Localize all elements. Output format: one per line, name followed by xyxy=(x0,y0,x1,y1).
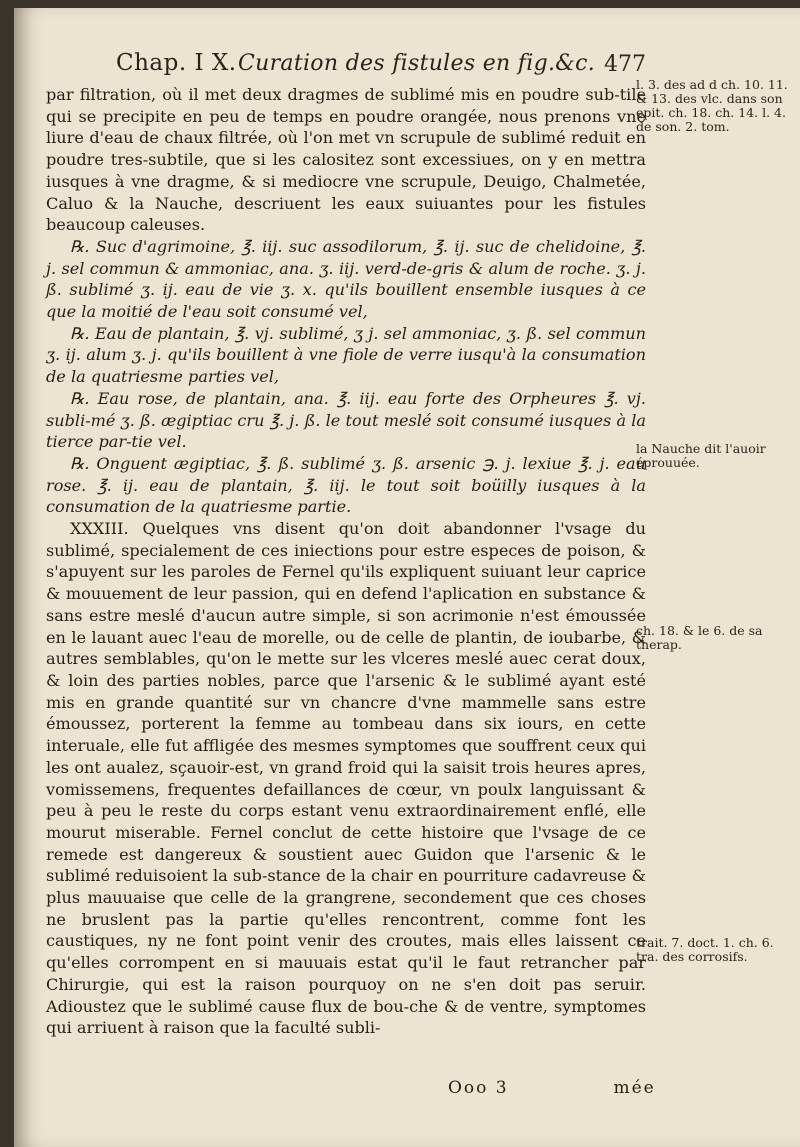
recipe-paragraph: ℞. Eau de plantain, ℥. vj. sublimé, ʒ j. sel ammoniac, ʒ. ß. sel commun ʒ. ij. alum ʒ. j. qu'ils bouillent à vne fiole de verre iusqu'à la consumation de la quatriesme parties vel, xyxy=(46,323,646,387)
recipe-paragraph: ℞. Eau rose, de plantain, ana. ℥. iij. eau forte des Orpheures ℥. vj. subli-mé ʒ. ß. ægiptiac cru ℥. j. ß. le tout meslé soit consumé iusques à la tierce par-tie vel. xyxy=(46,388,646,452)
recipe-paragraph: ℞. Onguent ægiptiac, ℥. ß. sublimé ʒ. ß. arsenic ℈. j. lexiue ℥. j. eau rose. ℥. ij. eau de plantain, ℥. iij. le tout soit boüilly iusques à la consumation de la quatriesme partie. xyxy=(46,453,646,517)
marginal-note: la Nauche dit l'auoir éprouuée. xyxy=(636,441,766,470)
signature-mark: Ooo 3 xyxy=(448,1078,509,1098)
running-title: Curation des fistules en fig.&c. xyxy=(238,51,596,76)
marginal-note: trait. 7. doct. 1. ch. 6. tra. des corrosifs. xyxy=(636,935,774,964)
paragraph: XXXIII. Quelques vns disent qu'on doit abandonner l'vsage du sublimé, specialement de ces iniections pour estre especes de poison, & s'apuyent sur les paroles de Fernel qu'ils expliquent suiuant leur caprice & mouuement de leur passion, qui en defend l'aplication en substance & sans estre meslé d'aucun autre simple, si son acrimonie n'est émoussée en le lauant auec l'eau de morelle, ou de celle de plantin, de ioubarbe, & autres semblables, qu'on le mette sur les vlceres meslé auec cerat doux, & loin des parties nobles, parce que l'arsenic & le sublimé ayant esté mis en grande quantité sur vn chancre d'vne mammelle sans estre émoussez, porterent la femme au tombeau dans six iours, en cette interuale, elle fut affligée des mesmes symptomes que souffrent ceux qui les ont aualez, sçauoir-est, vn grand froid qui la saisit trois heures apres, vomissemens, frequentes defaillances de cœur, vn poulx languissant & peu à peu le reste du corps estant venu extraordinairement enflé, elle mourut miserable. Fernel conclut de cette histoire que l'vsage de ce remede est dangereux & soustient auec Guidon que l'arsenic & le sublimé reduisoient la sub-stance de la chair en pourriture cadavreuse & plus mauuaise que celle de la grangrene, secondement que ces choses ne bruslent pas la partie qu'elles rencontrent, comme font les caustiques, ny ne font point venir des croutes, mais elles laissent ce qu'elles corrompent en si mauuais estat qu'il le faut retrancher par Chirurgie, qui est la raison pourquoy on ne s'en doit pas seruir. Adioustez que le sublimé cause flux de bou-che & de ventre, symptomes qui arriuent à raison que la faculté subli- xyxy=(46,519,646,1038)
main-text xyxy=(46,84,646,1039)
recipe-paragraph: ℞. Suc d'agrimoine, ℥. iij. suc assodilorum, ℥. ij. suc de chelidoine, ℥. j. sel commun & ammoniac, ana. ʒ. iij. verd-de-gris & alum de roche. ʒ. j. ß. sublimé ʒ. ij. eau de vie ʒ. x. qu'ils bouillent ensemble iusques à ce que la moitié de l'eau soit consumé vel, xyxy=(46,236,646,322)
catchword: mée xyxy=(613,1078,656,1098)
marginal-note: l. 3. des ad d ch. 10. 11. & 13. des vlc. dans son epit. ch. 18. ch. 14. l. 4. de son. 2. tom. xyxy=(636,77,788,134)
page-footer xyxy=(448,1078,656,1098)
marginal-note: ch. 18. & le 6. de sa therap. xyxy=(636,623,763,652)
chapter-label: Chap. I X. xyxy=(116,50,237,76)
page-number: 477 xyxy=(604,52,646,77)
book-page xyxy=(14,8,800,1147)
paragraph: par filtration, où il met deux dragmes de sublimé mis en poudre sub-tile qui se precipite en peu de temps en poudre orangée, nous prenons vne liure d'eau de chaux filtrée, où l'on met vn scrupule de sublimé reduit en poudre tres-subtile, que si les calositez sont excessiues, on y en mettra iusques à vne dragme, & si mediocre vne scrupule, Deuigo, Chalmetée, Caluo & la Nauche, descriuent les eaux suiuantes pour les fistules beaucoup caleuses. xyxy=(46,85,646,235)
